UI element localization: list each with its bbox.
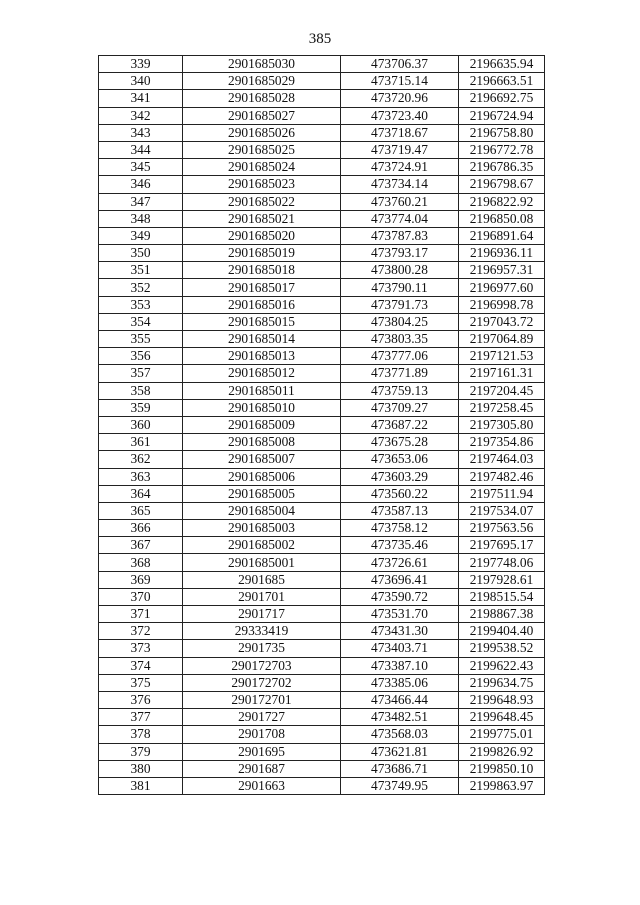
- table-row: [99, 382, 545, 399]
- y-coordinate-cell: 2199863.97: [459, 777, 545, 794]
- y-coordinate-cell: 2197064.89: [459, 331, 545, 348]
- row-index-cell: 360: [99, 416, 183, 433]
- table-row: [99, 331, 545, 348]
- x-coordinate-cell: 473749.95: [341, 777, 459, 794]
- point-id-cell: 2901685030: [183, 56, 341, 73]
- table-row: [99, 313, 545, 330]
- point-id-cell: 2901685029: [183, 73, 341, 90]
- point-id-cell: 2901685006: [183, 468, 341, 485]
- table-row: [99, 485, 545, 502]
- table-row: [99, 657, 545, 674]
- table-row: [99, 520, 545, 537]
- x-coordinate-cell: 473482.51: [341, 709, 459, 726]
- table-row: [99, 73, 545, 90]
- y-coordinate-cell: 2196998.78: [459, 296, 545, 313]
- y-coordinate-cell: 2199826.92: [459, 743, 545, 760]
- point-id-cell: 2901685022: [183, 193, 341, 210]
- y-coordinate-cell: 2197748.06: [459, 554, 545, 571]
- x-coordinate-cell: 473385.06: [341, 674, 459, 691]
- x-coordinate-cell: 473715.14: [341, 73, 459, 90]
- x-coordinate-cell: 473675.28: [341, 434, 459, 451]
- table-row: [99, 176, 545, 193]
- x-coordinate-cell: 473431.30: [341, 623, 459, 640]
- y-coordinate-cell: 2196758.80: [459, 124, 545, 141]
- y-coordinate-cell: 2196724.94: [459, 107, 545, 124]
- y-coordinate-cell: 2196850.08: [459, 210, 545, 227]
- row-index-cell: 373: [99, 640, 183, 657]
- y-coordinate-cell: 2196936.11: [459, 245, 545, 262]
- table-row: [99, 210, 545, 227]
- row-index-cell: 352: [99, 279, 183, 296]
- row-index-cell: 357: [99, 365, 183, 382]
- point-id-cell: 2901685015: [183, 313, 341, 330]
- row-index-cell: 365: [99, 502, 183, 519]
- table-row: [99, 502, 545, 519]
- row-index-cell: 375: [99, 674, 183, 691]
- point-id-cell: 2901685016: [183, 296, 341, 313]
- row-index-cell: 354: [99, 313, 183, 330]
- point-id-cell: 2901685025: [183, 141, 341, 158]
- row-index-cell: 367: [99, 537, 183, 554]
- x-coordinate-cell: 473760.21: [341, 193, 459, 210]
- row-index-cell: 381: [99, 777, 183, 794]
- x-coordinate-cell: 473621.81: [341, 743, 459, 760]
- point-id-cell: 2901685017: [183, 279, 341, 296]
- row-index-cell: 377: [99, 709, 183, 726]
- x-coordinate-cell: 473653.06: [341, 451, 459, 468]
- x-coordinate-cell: 473791.73: [341, 296, 459, 313]
- table-row: [99, 159, 545, 176]
- y-coordinate-cell: 2196692.75: [459, 90, 545, 107]
- y-coordinate-cell: 2196891.64: [459, 227, 545, 244]
- x-coordinate-cell: 473686.71: [341, 760, 459, 777]
- point-id-cell: 2901687: [183, 760, 341, 777]
- table-row: [99, 674, 545, 691]
- point-id-cell: 2901685001: [183, 554, 341, 571]
- row-index-cell: 355: [99, 331, 183, 348]
- point-id-cell: 2901685003: [183, 520, 341, 537]
- x-coordinate-cell: 473771.89: [341, 365, 459, 382]
- point-id-cell: 290172702: [183, 674, 341, 691]
- table-row: [99, 726, 545, 743]
- y-coordinate-cell: 2197204.45: [459, 382, 545, 399]
- point-id-cell: 2901685013: [183, 348, 341, 365]
- x-coordinate-cell: 473719.47: [341, 141, 459, 158]
- y-coordinate-cell: 2199775.01: [459, 726, 545, 743]
- x-coordinate-cell: 473687.22: [341, 416, 459, 433]
- row-index-cell: 378: [99, 726, 183, 743]
- table-row: [99, 227, 545, 244]
- x-coordinate-cell: 473720.96: [341, 90, 459, 107]
- y-coordinate-cell: 2196822.92: [459, 193, 545, 210]
- point-id-cell: 2901685014: [183, 331, 341, 348]
- table-row: [99, 262, 545, 279]
- y-coordinate-cell: 2197464.03: [459, 451, 545, 468]
- row-index-cell: 363: [99, 468, 183, 485]
- y-coordinate-cell: 2197161.31: [459, 365, 545, 382]
- y-coordinate-cell: 2197511.94: [459, 485, 545, 502]
- point-id-cell: 2901685023: [183, 176, 341, 193]
- y-coordinate-cell: 2196786.35: [459, 159, 545, 176]
- x-coordinate-cell: 473790.11: [341, 279, 459, 296]
- table-row: [99, 245, 545, 262]
- y-coordinate-cell: 2197305.80: [459, 416, 545, 433]
- table-row: [99, 193, 545, 210]
- table-row: [99, 640, 545, 657]
- x-coordinate-cell: 473793.17: [341, 245, 459, 262]
- y-coordinate-cell: 2197695.17: [459, 537, 545, 554]
- point-id-cell: 2901685008: [183, 434, 341, 451]
- x-coordinate-cell: 473466.44: [341, 691, 459, 708]
- row-index-cell: 362: [99, 451, 183, 468]
- y-coordinate-cell: 2196977.60: [459, 279, 545, 296]
- point-id-cell: 2901685010: [183, 399, 341, 416]
- row-index-cell: 379: [99, 743, 183, 760]
- table-row: [99, 451, 545, 468]
- x-coordinate-cell: 473590.72: [341, 588, 459, 605]
- page-number: 385: [308, 31, 332, 47]
- y-coordinate-cell: 2197534.07: [459, 502, 545, 519]
- table-row: [99, 554, 545, 571]
- row-index-cell: 376: [99, 691, 183, 708]
- table-row: [99, 365, 545, 382]
- y-coordinate-cell: 2197043.72: [459, 313, 545, 330]
- point-id-cell: 2901685024: [183, 159, 341, 176]
- row-index-cell: 361: [99, 434, 183, 451]
- point-id-cell: 2901685009: [183, 416, 341, 433]
- table-row: [99, 709, 545, 726]
- table-row: [99, 434, 545, 451]
- point-id-cell: 290172703: [183, 657, 341, 674]
- table-row: [99, 416, 545, 433]
- table-row: [99, 588, 545, 605]
- row-index-cell: 356: [99, 348, 183, 365]
- x-coordinate-cell: 473387.10: [341, 657, 459, 674]
- y-coordinate-cell: 2197258.45: [459, 399, 545, 416]
- table-row: [99, 571, 545, 588]
- point-id-cell: 2901717: [183, 606, 341, 623]
- row-index-cell: 359: [99, 399, 183, 416]
- point-id-cell: 2901685026: [183, 124, 341, 141]
- point-id-cell: 2901685028: [183, 90, 341, 107]
- point-id-cell: 2901685007: [183, 451, 341, 468]
- row-index-cell: 345: [99, 159, 183, 176]
- y-coordinate-cell: 2199622.43: [459, 657, 545, 674]
- point-id-cell: 2901685005: [183, 485, 341, 502]
- y-coordinate-cell: 2199634.75: [459, 674, 545, 691]
- y-coordinate-cell: 2196663.51: [459, 73, 545, 90]
- y-coordinate-cell: 2198867.38: [459, 606, 545, 623]
- x-coordinate-cell: 473560.22: [341, 485, 459, 502]
- table-row: [99, 537, 545, 554]
- row-index-cell: 371: [99, 606, 183, 623]
- x-coordinate-cell: 473804.25: [341, 313, 459, 330]
- y-coordinate-cell: 2197928.61: [459, 571, 545, 588]
- x-coordinate-cell: 473734.14: [341, 176, 459, 193]
- x-coordinate-cell: 473800.28: [341, 262, 459, 279]
- table-row: [99, 279, 545, 296]
- point-id-cell: 2901735: [183, 640, 341, 657]
- point-id-cell: 2901685002: [183, 537, 341, 554]
- y-coordinate-cell: 2196772.78: [459, 141, 545, 158]
- row-index-cell: 351: [99, 262, 183, 279]
- x-coordinate-cell: 473403.71: [341, 640, 459, 657]
- row-index-cell: 341: [99, 90, 183, 107]
- y-coordinate-cell: 2197482.46: [459, 468, 545, 485]
- y-coordinate-cell: 2198515.54: [459, 588, 545, 605]
- x-coordinate-cell: 473709.27: [341, 399, 459, 416]
- x-coordinate-cell: 473568.03: [341, 726, 459, 743]
- row-index-cell: 347: [99, 193, 183, 210]
- point-id-cell: 2901663: [183, 777, 341, 794]
- point-id-cell: 2901685018: [183, 262, 341, 279]
- point-id-cell: 2901685012: [183, 365, 341, 382]
- point-id-cell: 29333419: [183, 623, 341, 640]
- point-id-cell: 2901685004: [183, 502, 341, 519]
- row-index-cell: 369: [99, 571, 183, 588]
- y-coordinate-cell: 2197121.53: [459, 348, 545, 365]
- row-index-cell: 340: [99, 73, 183, 90]
- table-row: [99, 777, 545, 794]
- table-row: [99, 90, 545, 107]
- point-id-cell: 2901685021: [183, 210, 341, 227]
- row-index-cell: 343: [99, 124, 183, 141]
- x-coordinate-cell: 473603.29: [341, 468, 459, 485]
- x-coordinate-cell: 473726.61: [341, 554, 459, 571]
- row-index-cell: 370: [99, 588, 183, 605]
- y-coordinate-cell: 2199850.10: [459, 760, 545, 777]
- x-coordinate-cell: 473724.91: [341, 159, 459, 176]
- point-id-cell: 2901685: [183, 571, 341, 588]
- row-index-cell: 374: [99, 657, 183, 674]
- row-index-cell: 346: [99, 176, 183, 193]
- table-row: [99, 760, 545, 777]
- x-coordinate-cell: 473777.06: [341, 348, 459, 365]
- table-row: [99, 56, 545, 73]
- row-index-cell: 364: [99, 485, 183, 502]
- table-row: [99, 141, 545, 158]
- row-index-cell: 372: [99, 623, 183, 640]
- y-coordinate-cell: 2199648.93: [459, 691, 545, 708]
- x-coordinate-cell: 473706.37: [341, 56, 459, 73]
- x-coordinate-cell: 473696.41: [341, 571, 459, 588]
- y-coordinate-cell: 2196957.31: [459, 262, 545, 279]
- point-id-cell: 2901727: [183, 709, 341, 726]
- x-coordinate-cell: 473759.13: [341, 382, 459, 399]
- row-index-cell: 344: [99, 141, 183, 158]
- x-coordinate-cell: 473787.83: [341, 227, 459, 244]
- y-coordinate-cell: 2197563.56: [459, 520, 545, 537]
- row-index-cell: 368: [99, 554, 183, 571]
- table-row: [99, 691, 545, 708]
- row-index-cell: 339: [99, 56, 183, 73]
- y-coordinate-cell: 2199404.40: [459, 623, 545, 640]
- point-id-cell: 2901695: [183, 743, 341, 760]
- x-coordinate-cell: 473718.67: [341, 124, 459, 141]
- table-row: [99, 107, 545, 124]
- row-index-cell: 353: [99, 296, 183, 313]
- point-id-cell: 2901685020: [183, 227, 341, 244]
- point-id-cell: 2901701: [183, 588, 341, 605]
- row-index-cell: 366: [99, 520, 183, 537]
- y-coordinate-cell: 2196798.67: [459, 176, 545, 193]
- point-id-cell: 2901685027: [183, 107, 341, 124]
- row-index-cell: 349: [99, 227, 183, 244]
- table-row: [99, 623, 545, 640]
- point-id-cell: 2901685019: [183, 245, 341, 262]
- y-coordinate-cell: 2196635.94: [459, 56, 545, 73]
- x-coordinate-cell: 473587.13: [341, 502, 459, 519]
- point-id-cell: 2901685011: [183, 382, 341, 399]
- x-coordinate-cell: 473723.40: [341, 107, 459, 124]
- table-row: [99, 399, 545, 416]
- y-coordinate-cell: 2197354.86: [459, 434, 545, 451]
- table-row: [99, 606, 545, 623]
- table-row: [99, 348, 545, 365]
- table-row: [99, 296, 545, 313]
- point-id-cell: 2901708: [183, 726, 341, 743]
- table-row: [99, 743, 545, 760]
- point-id-cell: 290172701: [183, 691, 341, 708]
- row-index-cell: 348: [99, 210, 183, 227]
- row-index-cell: 350: [99, 245, 183, 262]
- row-index-cell: 358: [99, 382, 183, 399]
- x-coordinate-cell: 473531.70: [341, 606, 459, 623]
- y-coordinate-cell: 2199648.45: [459, 709, 545, 726]
- table-row: [99, 124, 545, 141]
- x-coordinate-cell: 473803.35: [341, 331, 459, 348]
- table-body: [99, 56, 545, 795]
- row-index-cell: 380: [99, 760, 183, 777]
- table-row: [99, 468, 545, 485]
- coordinates-table: [98, 55, 545, 795]
- x-coordinate-cell: 473774.04: [341, 210, 459, 227]
- x-coordinate-cell: 473758.12: [341, 520, 459, 537]
- x-coordinate-cell: 473735.46: [341, 537, 459, 554]
- y-coordinate-cell: 2199538.52: [459, 640, 545, 657]
- row-index-cell: 342: [99, 107, 183, 124]
